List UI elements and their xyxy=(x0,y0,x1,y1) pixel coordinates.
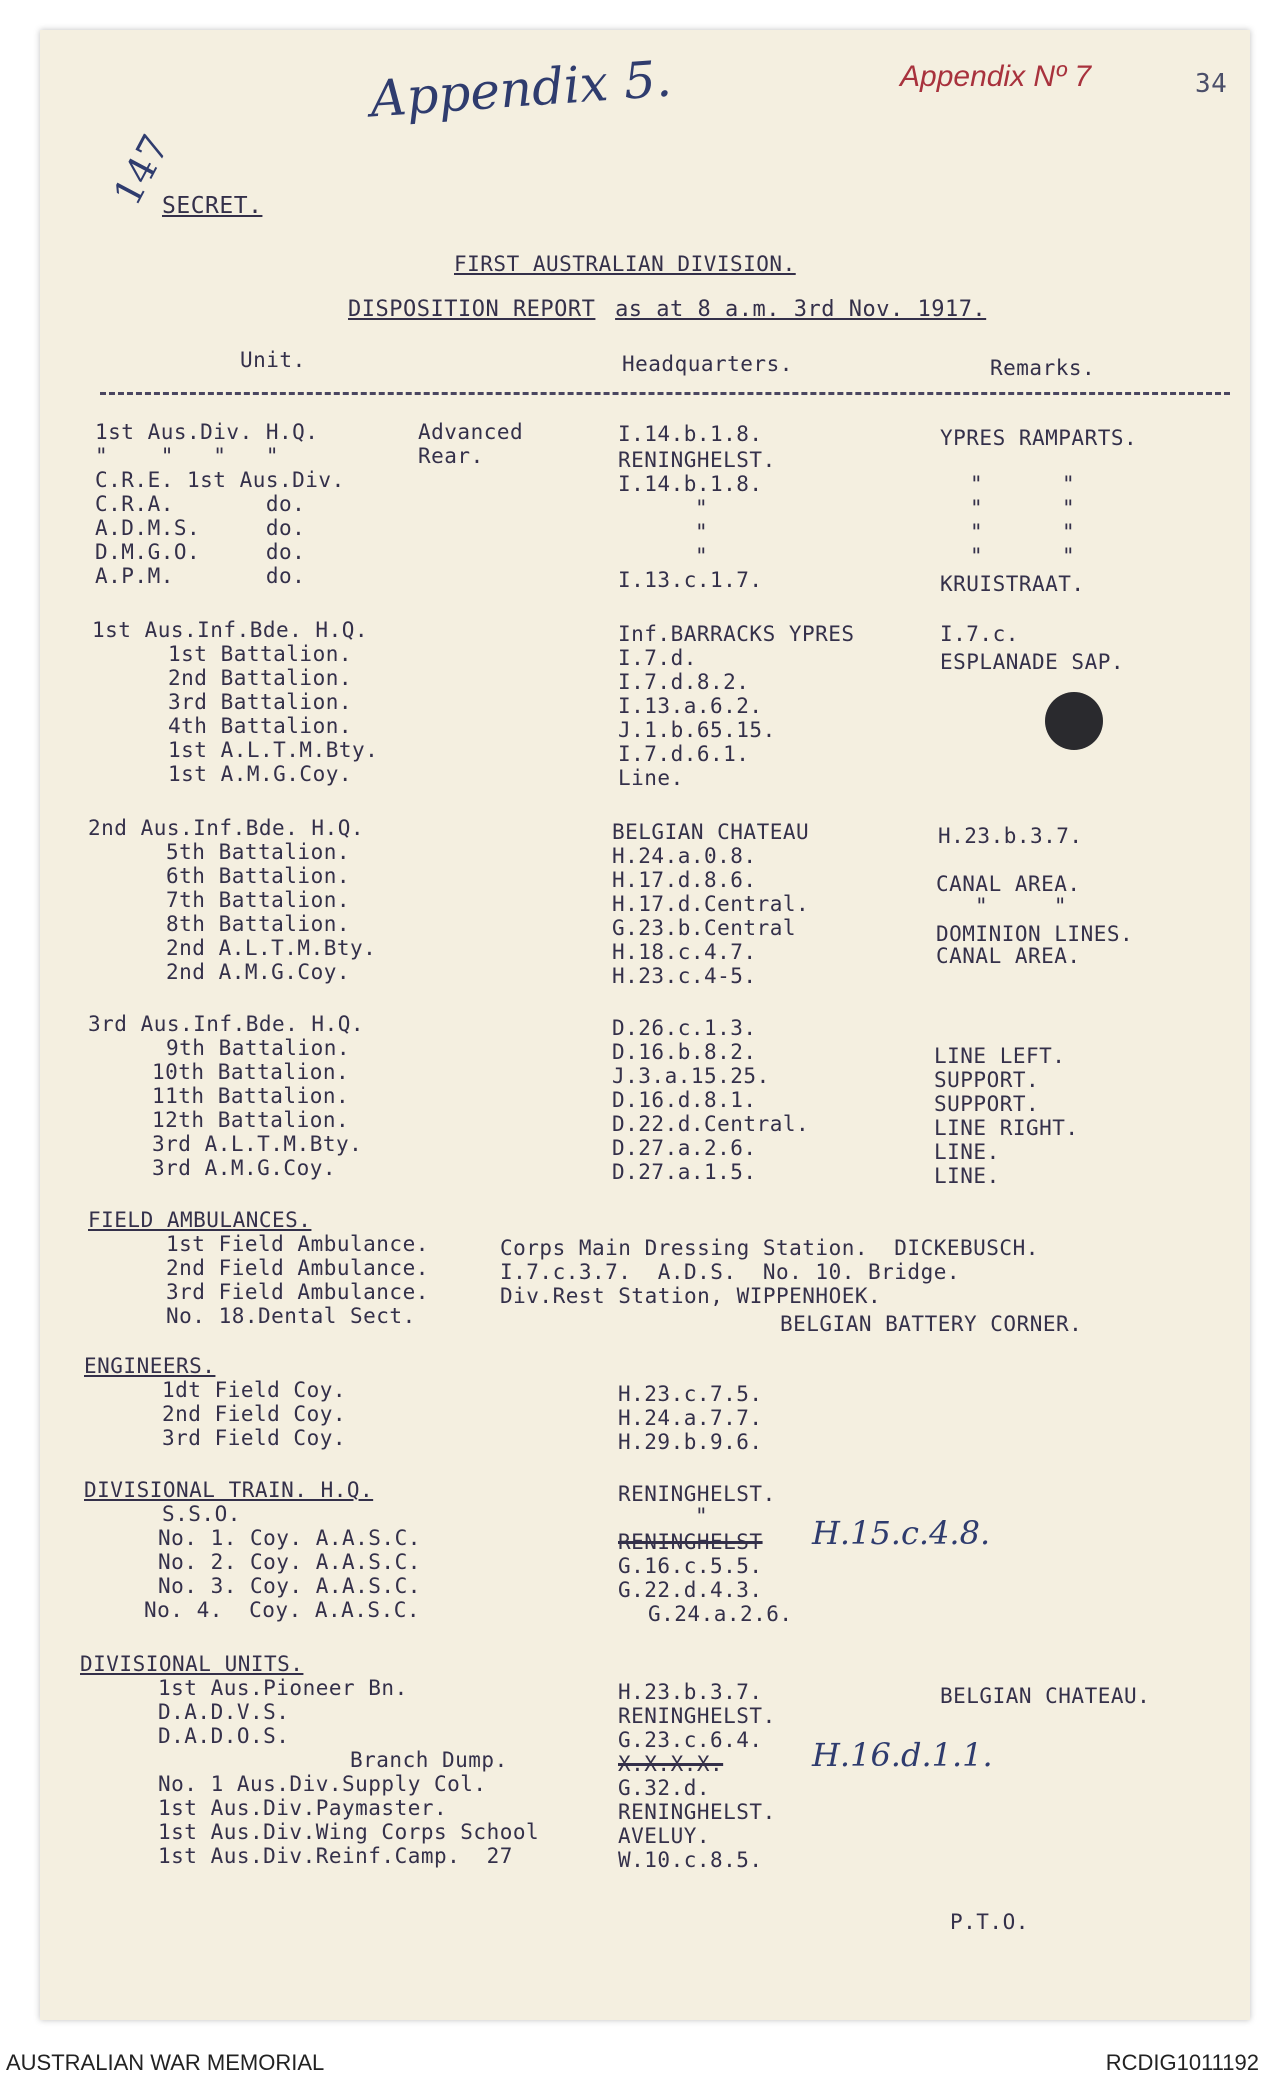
row-remarks: CANAL AREA. xyxy=(936,872,1081,896)
row-remarks: LINE RIGHT. xyxy=(934,1116,1079,1140)
column-unit: Unit. xyxy=(240,348,306,372)
row-hq: G.16.c.5.5. xyxy=(618,1554,763,1578)
page-number: 34 xyxy=(1195,69,1228,99)
row-unit: 1st Aus.Div.Wing Corps School xyxy=(158,1820,540,1844)
row-hq: " xyxy=(695,496,709,520)
row-remarks: BELGIAN CHATEAU. xyxy=(940,1684,1151,1708)
row-hq: G.24.a.2.6. xyxy=(648,1602,793,1626)
row-hq: D.22.d.Central. xyxy=(612,1112,810,1136)
row-hq: H.29.b.9.6. xyxy=(618,1430,763,1454)
row-remarks: I.7.c. xyxy=(940,622,1019,646)
row-remarks: YPRES RAMPARTS. xyxy=(940,426,1138,450)
row-remarks: CANAL AREA. xyxy=(936,944,1081,968)
row-hq: " xyxy=(695,520,709,544)
row-remarks: LINE LEFT. xyxy=(934,1044,1066,1068)
row-unit: 1st Aus.Inf.Bde. H.Q. xyxy=(92,618,369,642)
row-remarks: " " xyxy=(970,520,1076,544)
row-remarks: SUPPORT. xyxy=(934,1092,1040,1116)
row-hq-struck: X.X.X.X. xyxy=(618,1752,724,1776)
row-hq: H.24.a.7.7. xyxy=(618,1406,763,1430)
row-remarks: DOMINION LINES. xyxy=(936,922,1134,946)
row-unit: D.A.D.V.S. xyxy=(158,1700,290,1724)
row-hq: H.23.c.7.5. xyxy=(618,1382,763,1406)
row-hq: H.24.a.0.8. xyxy=(612,844,757,868)
row-unit: 2nd Battalion. xyxy=(168,666,353,690)
row-unit: 4th Battalion. xyxy=(168,714,353,738)
row-hq: " xyxy=(695,1504,709,1528)
division-title: FIRST AUSTRALIAN DIVISION. xyxy=(454,252,796,276)
row-remarks: " " xyxy=(970,496,1076,520)
row-unit: 2nd Field Ambulance. xyxy=(166,1256,429,1280)
secret-label: SECRET. xyxy=(162,193,263,219)
row-hq: I.7.d.8.2. xyxy=(618,670,750,694)
row-unit: 12th Battalion. xyxy=(152,1108,350,1132)
appendix-handwritten: Appendix 5. xyxy=(368,49,674,129)
row-hand-correction: H.15.c.4.8. xyxy=(812,1514,991,1552)
row-hq: D.26.c.1.3. xyxy=(612,1016,757,1040)
section-heading: DIVISIONAL UNITS. xyxy=(80,1652,304,1676)
row-hq: W.10.c.8.5. xyxy=(618,1848,763,1872)
row-unit: No. 1 Aus.Div.Supply Col. xyxy=(158,1772,487,1796)
row-unit: No. 3. Coy. A.A.S.C. xyxy=(158,1574,421,1598)
row-unit: 1st Field Ambulance. xyxy=(166,1232,429,1256)
row-hq: I.7.d.6.1. xyxy=(618,742,750,766)
row-hq: G.23.b.Central xyxy=(612,916,797,940)
row-hq-struck: RENINGHELST xyxy=(618,1530,763,1554)
row-unit: A.P.M. do. xyxy=(95,564,306,588)
row-detail: Corps Main Dressing Station. DICKEBUSCH. xyxy=(500,1236,1039,1260)
row-unit: 1st Battalion. xyxy=(168,642,353,666)
row-detail: BELGIAN BATTERY CORNER. xyxy=(780,1312,1083,1336)
footer-left: AUSTRALIAN WAR MEMORIAL xyxy=(6,2050,325,2075)
row-unit: 1st A.L.T.M.Bty. xyxy=(168,738,379,762)
row-sub: Advanced xyxy=(418,420,524,444)
row-hq: I.7.d. xyxy=(618,646,697,670)
row-remarks: SUPPORT. xyxy=(934,1068,1040,1092)
row-remarks: " " xyxy=(970,472,1076,496)
ink-blot xyxy=(1045,692,1103,750)
row-unit: C.R.E. 1st Aus.Div. xyxy=(95,468,345,492)
report-date: as at 8 a.m. 3rd Nov. 1917. xyxy=(615,297,987,322)
row-hq: D.27.a.1.5. xyxy=(612,1160,757,1184)
row-hq: Inf.BARRACKS YPRES xyxy=(618,622,855,646)
row-hq: I.14.b.1.8. xyxy=(618,472,763,496)
row-hq: RENINGHELST. xyxy=(618,1704,776,1728)
row-unit: Branch Dump. xyxy=(350,1748,508,1772)
row-hq: I.13.c.1.7. xyxy=(618,568,763,592)
row-hq: Line. xyxy=(618,766,684,790)
row-unit: 3rd A.M.G.Coy. xyxy=(152,1156,337,1180)
row-hq: RENINGHELST. xyxy=(618,448,776,472)
document-page xyxy=(40,30,1250,2020)
pto-label: P.T.O. xyxy=(950,1910,1029,1934)
row-sub: Rear. xyxy=(418,444,484,468)
row-unit: A.D.M.S. do. xyxy=(95,516,306,540)
row-hq: I.13.a.6.2. xyxy=(618,694,763,718)
row-unit: C.R.A. do. xyxy=(95,492,306,516)
row-hq: H.23.b.3.7. xyxy=(618,1680,763,1704)
row-unit: No. 1. Coy. A.A.S.C. xyxy=(158,1526,421,1550)
row-hq: H.18.c.4.7. xyxy=(612,940,757,964)
row-detail: Div.Rest Station, WIPPENHOEK. xyxy=(500,1284,882,1308)
section-heading: ENGINEERS. xyxy=(84,1354,216,1378)
folio-number: 147 xyxy=(104,127,178,213)
row-hq: J.3.a.15.25. xyxy=(612,1064,770,1088)
row-hq: D.16.d.8.1. xyxy=(612,1088,757,1112)
row-unit: 3rd Field Coy. xyxy=(162,1426,347,1450)
row-remarks: LINE. xyxy=(934,1164,1000,1188)
report-title: DISPOSITION REPORT xyxy=(348,297,596,322)
row-remarks: LINE. xyxy=(934,1140,1000,1164)
footer-right: RCDIG1011192 xyxy=(1105,2050,1259,2075)
row-unit: 9th Battalion. xyxy=(166,1036,351,1060)
row-unit: 1st Aus.Pioneer Bn. xyxy=(158,1676,408,1700)
row-hq: G.22.d.4.3. xyxy=(618,1578,763,1602)
row-remarks: ESPLANADE SAP. xyxy=(940,650,1125,674)
column-headquarters: Headquarters. xyxy=(622,352,793,376)
section-heading: FIELD AMBULANCES. xyxy=(88,1208,312,1232)
row-unit: D.M.G.O. do. xyxy=(95,540,306,564)
row-hq: J.1.b.65.15. xyxy=(618,718,776,742)
row-unit: No. 18.Dental Sect. xyxy=(166,1304,416,1328)
header-rule xyxy=(100,392,1230,395)
row-hand-correction: H.16.d.1.1. xyxy=(812,1736,993,1774)
row-unit: 1st A.M.G.Coy. xyxy=(168,762,353,786)
row-hq: H.17.d.Central. xyxy=(612,892,810,916)
row-unit: 3rd Battalion. xyxy=(168,690,353,714)
row-hq: " xyxy=(695,544,709,568)
train-hq: RENINGHELST. xyxy=(618,1482,776,1506)
row-hq: D.16.b.8.2. xyxy=(612,1040,757,1064)
row-hq: H.23.c.4-5. xyxy=(612,964,757,988)
row-detail: I.7.c.3.7. A.D.S. No. 10. Bridge. xyxy=(500,1260,961,1284)
row-hq: AVELUY. xyxy=(618,1824,711,1848)
row-unit: 3rd Field Ambulance. xyxy=(166,1280,429,1304)
row-remarks: KRUISTRAAT. xyxy=(940,572,1085,596)
row-unit: 7th Battalion. xyxy=(166,888,351,912)
row-unit: 11th Battalion. xyxy=(152,1084,350,1108)
row-unit: No. 2. Coy. A.A.S.C. xyxy=(158,1550,421,1574)
column-remarks: Remarks. xyxy=(990,356,1096,380)
section-heading: DIVISIONAL TRAIN. H.Q. xyxy=(84,1478,374,1502)
row-unit: D.A.D.O.S. xyxy=(158,1724,290,1748)
row-unit: 1dt Field Coy. xyxy=(162,1378,347,1402)
row-unit: 3rd Aus.Inf.Bde. H.Q. xyxy=(88,1012,365,1036)
row-unit: No. 4. Coy. A.A.S.C. xyxy=(144,1598,421,1622)
row-hq: BELGIAN CHATEAU xyxy=(612,820,810,844)
row-unit: 1st Aus.Div.Reinf.Camp. 27 xyxy=(158,1844,513,1868)
row-remarks: " " xyxy=(975,894,1068,918)
row-hq: RENINGHELST. xyxy=(618,1800,776,1824)
row-unit: 2nd A.L.T.M.Bty. xyxy=(166,936,377,960)
row-hq: I.14.b.1.8. xyxy=(618,422,763,446)
row-unit: S.S.O. xyxy=(162,1502,241,1526)
row-unit: 10th Battalion. xyxy=(152,1060,350,1084)
appendix-red-stamp: Appendix Nº 7 xyxy=(900,60,1092,93)
row-unit: 1st Aus.Div. H.Q. xyxy=(95,420,319,444)
row-unit: 1st Aus.Div.Paymaster. xyxy=(158,1796,448,1820)
row-unit: 6th Battalion. xyxy=(166,864,351,888)
row-unit: " " " " xyxy=(95,444,280,468)
row-unit: 2nd A.M.G.Coy. xyxy=(166,960,351,984)
row-hq: H.17.d.8.6. xyxy=(612,868,757,892)
row-unit: 3rd A.L.T.M.Bty. xyxy=(152,1132,363,1156)
row-unit: 2nd Aus.Inf.Bde. H.Q. xyxy=(88,816,365,840)
row-hq: D.27.a.2.6. xyxy=(612,1136,757,1160)
row-remarks: " " xyxy=(970,544,1076,568)
row-unit: 8th Battalion. xyxy=(166,912,351,936)
row-unit: 5th Battalion. xyxy=(166,840,351,864)
report-title-line xyxy=(348,298,986,322)
row-hq: G.23.c.6.4. xyxy=(618,1728,763,1752)
row-remarks: H.23.b.3.7. xyxy=(938,824,1083,848)
row-unit: 2nd Field Coy. xyxy=(162,1402,347,1426)
row-hq: G.32.d. xyxy=(618,1776,711,1800)
